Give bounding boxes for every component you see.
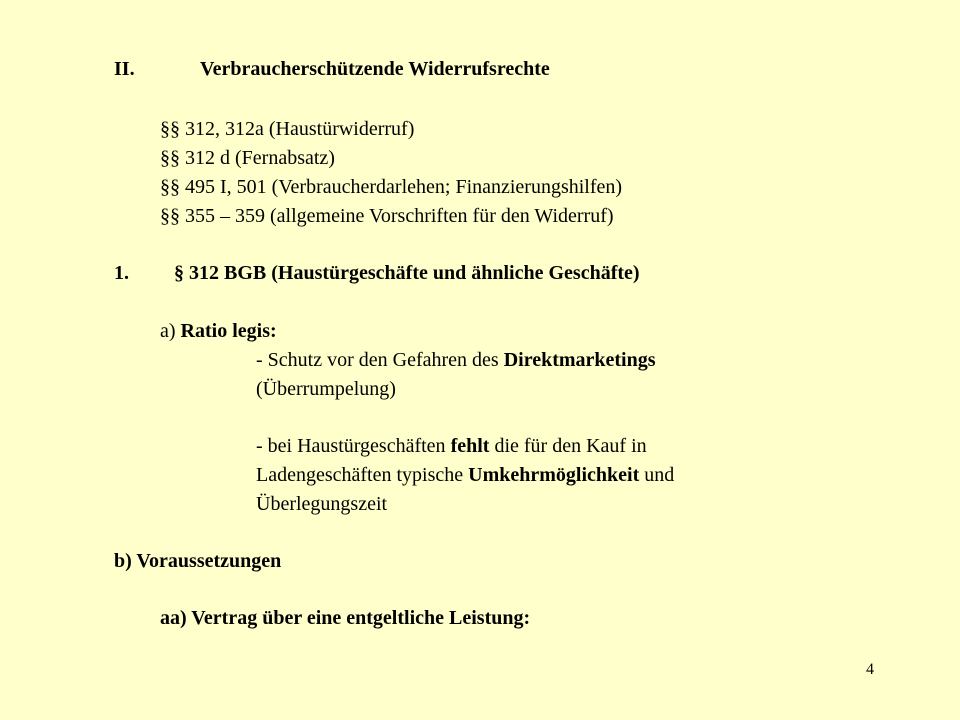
paragraph-ref-1: §§ 312, 312a (Haustürwiderruf) bbox=[160, 118, 415, 140]
ratio-point-1-line-1 bbox=[256, 348, 656, 372]
ratio-heading: Ratio legis: bbox=[180, 320, 277, 342]
ratio-legis-heading bbox=[160, 319, 277, 343]
page-number: 4 bbox=[866, 661, 874, 678]
ratio-point-2-line-1 bbox=[256, 434, 647, 458]
ratio-point-2-line-2-pre: Ladengeschäften typische bbox=[256, 464, 469, 486]
ratio-point-2-bold-2: Umkehrmöglichkeit bbox=[468, 464, 640, 486]
section-2-title: Verbraucherschützende Widerrufsrechte bbox=[200, 58, 550, 80]
ratio-point-2-line-3: Überlegungszeit bbox=[256, 493, 388, 515]
voraussetzungen-subheading: aa) Vertrag über eine entgeltliche Leistung: bbox=[160, 607, 531, 629]
paragraph-ref-3: §§ 495 I, 501 (Verbraucherdarlehen; Finanzierungshilfen) bbox=[160, 176, 623, 198]
ratio-point-2-mid: die für den Kauf in bbox=[489, 435, 647, 457]
ratio-point-1-bold: Direktmarketings bbox=[503, 349, 656, 371]
ratio-point-2-bold-1: fehlt bbox=[450, 435, 490, 457]
section-1-title: § 312 BGB (Haustürgeschäfte und ähnliche Geschäfte) bbox=[174, 262, 640, 284]
ratio-point-2-line-2-post: und bbox=[639, 464, 675, 486]
paragraph-ref-4: §§ 355 – 359 (allgemeine Vorschriften für den Widerruf) bbox=[160, 205, 614, 227]
ratio-prefix: a) bbox=[160, 320, 181, 342]
ratio-point-2-pre: - bei Haustürgeschäften bbox=[256, 435, 451, 457]
ratio-point-1-line-2: (Überrumpelung) bbox=[256, 378, 396, 400]
ratio-point-1-text: - Schutz vor den Gefahren des bbox=[256, 349, 504, 371]
voraussetzungen-heading: b) Voraussetzungen bbox=[114, 550, 282, 572]
section-1-number: 1. bbox=[114, 262, 129, 284]
ratio-point-2-line-2 bbox=[256, 463, 674, 487]
paragraph-ref-2: §§ 312 d (Fernabsatz) bbox=[160, 147, 335, 169]
section-2-number: II. bbox=[114, 58, 135, 80]
